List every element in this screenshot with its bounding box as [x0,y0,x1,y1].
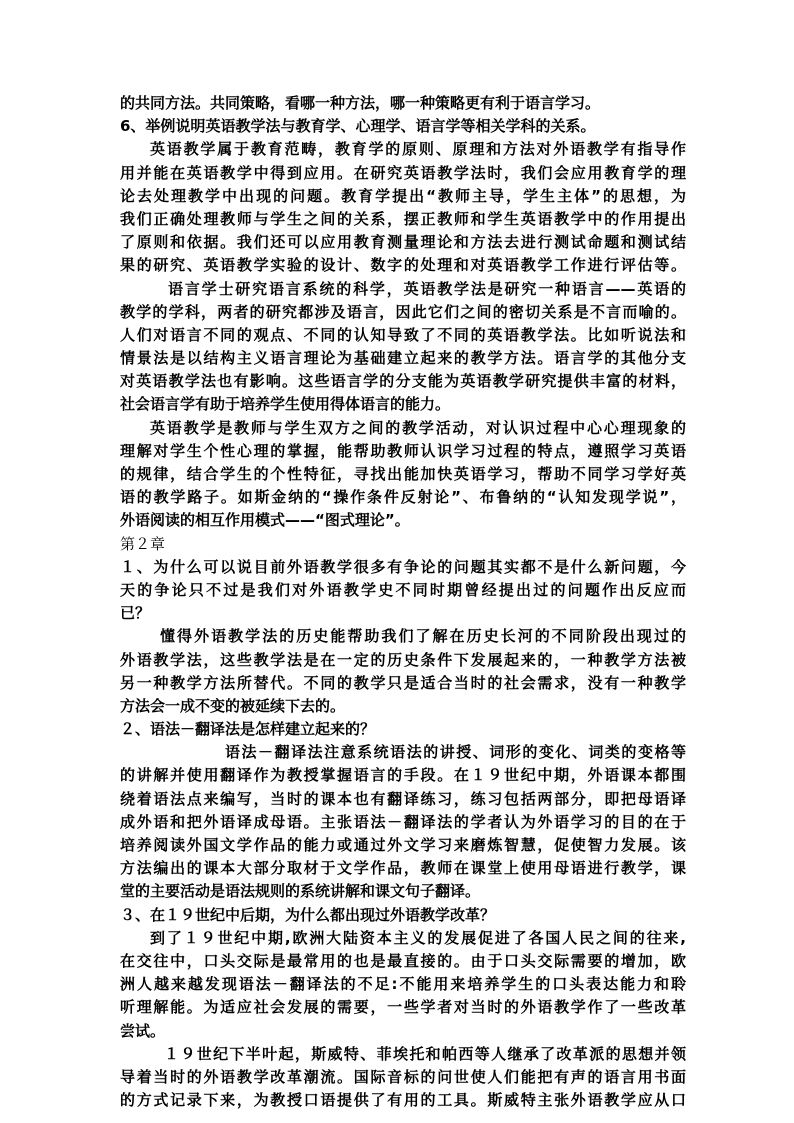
text-line: 绕着语法点来编写，当时的课本也有翻译练习，练习包括两部分，即把母语译 [120,789,686,808]
text-line: 用并能在英语教学中得到应用。在研究英语教学法时，我们会应用教育学的理 [120,163,686,182]
text-line: 外语教学法，这些教学法是在一定的历史条件下发展起来的，一种教学方法被 [120,650,686,669]
text-line: 在交往中，口头交际是最常用的也是最直接的。由于口头交际需要的增加，欧 [120,951,686,970]
text-line: 堂的主要活动是语法规则的系统讲解和课文句子翻译。 [120,882,481,901]
text-line: 英语教学属于教育范畴，教育学的原则、原理和方法对外语教学有指导作 [150,140,686,159]
text-line: 了原则和依据。我们还可以应用教育测量理论和方法去进行测试命题和测试结 [120,233,686,252]
text-line: 理解对学生个性心理的掌握，能帮助教师认识学习过程的特点，遵照学习英语 [120,441,686,460]
text-line: 社会语言学有助于培养学生使用得体语言的能力。 [120,395,451,414]
text-line: 的共同方法。共同策略，看哪一种方法，哪一种策略更有利于语言学习。 [120,94,601,112]
text-line: 培养阅读外国文学作品的能力或通过外文学习来磨炼智慧，促使智力发展。该 [120,836,686,854]
document-page [120,92,686,1112]
question-heading: ２、语法－翻译法是怎样建立起来的？ [120,720,376,739]
question-heading: 已？ [120,604,151,623]
text-line: 听理解能。为适应社会发展的需要，一些学者对当时的外语教学作了一些改革 [120,998,686,1017]
text-line: 对英语教学法也有影响。这些语言学的分支能为英语教学研究提供丰富的材料， [120,372,686,391]
text-line: 导着当时的外语教学改革潮流。国际音标的问世使人们能把有声的语言用书面 [120,1067,686,1086]
text-line: 的方式记录下来，为教授口语提供了有用的工具。斯威特主张外语教学应从口 [120,1091,686,1110]
text-line: １９世纪下半叶起，斯威特、菲埃托和帕西等人继承了改革派的思想并领 [164,1044,686,1063]
text-line: 教学的学科，两者的研究都涉及语言，因此它们之间的密切关系是不言而喻的。 [120,302,686,321]
text-line: 语的教学路子。如斯金纳的“操作条件反射论”、布鲁纳的“认知发现学说”， [120,488,686,507]
text-line: 洲人越来越发现语法－翻译法的不足:不能用来培养学生的口头表达能力和聆 [120,975,686,994]
text-line: 方法编出的课本大部分取材于文学作品，教师在课堂上使用母语进行教学，课 [120,859,686,878]
text-line: 语法－翻译法注意系统语法的讲授、词形的变化、词类的变格等 [225,743,686,762]
text-line: 的讲解并使用翻译作为教授掌握语言的手段。在１９世纪中期，外语课本都围 [120,766,686,785]
text-line: 情景法是以结构主义语言理论为基础建立起来的教学方法。语言学的其他分支 [120,349,686,368]
text-line: 尝试。 [120,1021,166,1040]
question-heading: １、为什么可以说目前外语教学很多有争论的问题其实都不是什么新问题，今 [120,557,686,576]
chapter-heading: 第２章 [120,534,166,553]
text-line: 懂得外语教学法的历史能帮助我们了解在历史长河的不同阶段出现过的 [160,627,686,646]
text-line: 方法会一成不变的被延续下去的。 [120,696,346,715]
text-line: 外语阅读的相互作用模式——“图式理论”。 [120,511,410,530]
text-line: 语言学士研究语言系统的科学，英语教学法是研究一种语言——英语的 [168,279,686,298]
text-line: 成外语和把外语译成母语。主张语法－翻译法的学者认为外语学习的目的在于 [120,812,686,831]
question-heading: 6、举例说明英语教学法与教育学、心理学、语言学等相关学科的关系。 [120,117,596,136]
text-line: 人们对语言不同的观点、不同的认知导致了不同的英语教学法。比如听说法和 [120,325,686,344]
text-line: 果的研究、英语教学实验的设计、数字的处理和对英语教学工作进行评估等。 [120,256,686,275]
question-heading: ３、在１９世纪中后期，为什么都出现过外语教学改革？ [120,905,496,924]
text-line: 论去处理教学中出现的问题。教育学提出“教师主导，学生主体”的思想，为 [120,186,686,205]
text-line: 的规律，结合学生的个性特征，寻找出能加快英语学习，帮助不同学习学好英 [120,465,686,483]
text-line: 另一种教学方法所替代。不同的教学只是适合当时的社会需求，没有一种教学 [120,673,686,692]
text-line: 英语教学是教师与学生双方之间的教学活动，对认识过程中心心理现象的 [150,418,686,437]
question-heading: 天的争论只不过是我们对外语教学史不同时期曾经提出过的问题作出反应而 [120,580,686,599]
text-line: 到了１９世纪中期,欧洲大陆资本主义的发展促进了各国人民之间的往来, [150,928,686,947]
text-line: 我们正确处理教师与学生之间的关系，摆正教师和学生英语教学中的作用提出 [120,209,686,228]
